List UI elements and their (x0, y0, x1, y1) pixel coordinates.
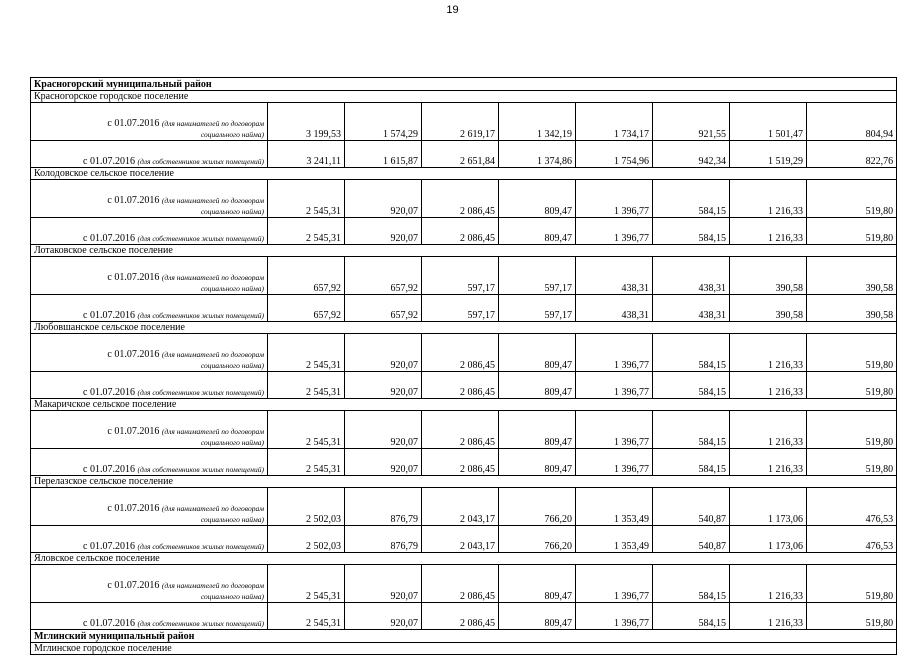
tariff-value-cell: 809,47 (499, 411, 576, 449)
tariff-value-cell: 920,07 (345, 180, 422, 218)
label-note-cont: социального найма) (200, 515, 264, 524)
tariff-value-cell: 1 396,77 (576, 411, 653, 449)
tariff-value-cell: 2 651,84 (422, 141, 499, 168)
tariff-value-cell: 3 199,53 (268, 103, 345, 141)
tariff-value-cell: 438,31 (576, 257, 653, 295)
settlement-name: Перелазское сельское поселение (31, 476, 897, 488)
tariff-row (31, 565, 897, 603)
tariff-value-cell: 584,15 (653, 565, 730, 603)
label-date: с 01.07.2016 (107, 272, 160, 283)
tariff-row-label (31, 526, 268, 553)
tariff-value-cell: 519,80 (807, 411, 897, 449)
label-line-1 (34, 349, 264, 360)
tariff-value-cell: 1 396,77 (576, 218, 653, 245)
settlement-name: Яловское сельское поселение (31, 553, 897, 565)
label-note: (для собственников жилых помещений) (137, 388, 264, 397)
tariff-value-cell: 1 396,77 (576, 603, 653, 630)
tariff-value-cell: 1 216,33 (730, 565, 807, 603)
tariff-value-cell: 1 374,86 (499, 141, 576, 168)
tariff-value-cell: 584,15 (653, 180, 730, 218)
tariff-value-cell: 2 545,31 (268, 449, 345, 476)
tariff-value-cell: 2 086,45 (422, 180, 499, 218)
tariff-value-cell: 1 216,33 (730, 449, 807, 476)
tariff-value-cell: 809,47 (499, 372, 576, 399)
district-row (31, 630, 897, 643)
settlement-row (31, 91, 897, 103)
label-line-2 (34, 514, 264, 525)
label-note: (для собственников жилых помещений) (137, 311, 264, 320)
settlement-name: Мглинское городское поселение (31, 643, 897, 655)
tariff-value-cell: 2 545,31 (268, 603, 345, 630)
label-note-cont: социального найма) (200, 130, 264, 139)
tariff-row-label (31, 257, 268, 295)
tariff-value-cell: 809,47 (499, 603, 576, 630)
label-note: (для нанимателей по договорам (161, 273, 264, 282)
tariff-value-cell: 2 086,45 (422, 565, 499, 603)
tariff-row-label (31, 295, 268, 322)
tariff-value-cell: 597,17 (499, 295, 576, 322)
tariff-value-cell: 1 216,33 (730, 218, 807, 245)
tariff-value-cell: 1 519,29 (730, 141, 807, 168)
tariff-value-cell: 519,80 (807, 372, 897, 399)
label-date: с 01.07.2016 (83, 233, 135, 244)
tariff-table (30, 77, 897, 655)
tariff-row-label (31, 180, 268, 218)
tariff-row (31, 334, 897, 372)
tariff-value-cell: 584,15 (653, 218, 730, 245)
tariff-value-cell: 584,15 (653, 449, 730, 476)
tariff-value-cell: 920,07 (345, 218, 422, 245)
tariff-row (31, 180, 897, 218)
tariff-value-cell: 766,20 (499, 526, 576, 553)
tariff-value-cell: 390,58 (807, 257, 897, 295)
tariff-row (31, 449, 897, 476)
tariff-value-cell: 390,58 (730, 257, 807, 295)
tariff-value-cell: 809,47 (499, 180, 576, 218)
tariff-value-cell: 1 574,29 (345, 103, 422, 141)
tariff-value-cell: 519,80 (807, 565, 897, 603)
tariff-value-cell: 2 545,31 (268, 411, 345, 449)
label-note-cont: социального найма) (200, 438, 264, 447)
tariff-value-cell: 438,31 (653, 257, 730, 295)
label-date: с 01.07.2016 (83, 541, 135, 552)
tariff-value-cell: 1 615,87 (345, 141, 422, 168)
tariff-value-cell: 2 086,45 (422, 411, 499, 449)
tariff-value-cell: 1 396,77 (576, 180, 653, 218)
tariff-value-cell: 540,87 (653, 526, 730, 553)
tariff-value-cell: 804,94 (807, 103, 897, 141)
tariff-value-cell: 657,92 (268, 257, 345, 295)
settlement-row (31, 245, 897, 257)
tariff-value-cell: 2 545,31 (268, 372, 345, 399)
tariff-value-cell: 2 086,45 (422, 449, 499, 476)
tariff-row (31, 295, 897, 322)
tariff-value-cell: 657,92 (345, 295, 422, 322)
label-date: с 01.07.2016 (83, 464, 135, 475)
tariff-value-cell: 1 754,96 (576, 141, 653, 168)
tariff-row-label (31, 218, 268, 245)
tariff-row (31, 526, 897, 553)
tariff-value-cell: 1 396,77 (576, 565, 653, 603)
tariff-value-cell: 920,07 (345, 449, 422, 476)
tariff-value-cell: 1 396,77 (576, 372, 653, 399)
tariff-value-cell: 2 545,31 (268, 565, 345, 603)
tariff-value-cell: 519,80 (807, 218, 897, 245)
tariff-row (31, 141, 897, 168)
label-note: (для собственников жилых помещений) (137, 619, 264, 628)
tariff-value-cell: 1 216,33 (730, 603, 807, 630)
tariff-value-cell: 519,80 (807, 334, 897, 372)
tariff-value-cell: 809,47 (499, 218, 576, 245)
tariff-value-cell: 2 502,03 (268, 526, 345, 553)
tariff-value-cell: 2 086,45 (422, 372, 499, 399)
label-line-2 (34, 206, 264, 217)
label-line-2 (34, 591, 264, 602)
settlement-row (31, 643, 897, 655)
label-note: (для нанимателей по договорам (161, 504, 264, 513)
tariff-value-cell: 2 043,17 (422, 526, 499, 553)
label-date: с 01.07.2016 (107, 503, 160, 514)
tariff-value-cell: 476,53 (807, 526, 897, 553)
label-note: (для нанимателей по договорам (161, 427, 264, 436)
tariff-value-cell: 920,07 (345, 603, 422, 630)
label-line-2 (34, 437, 264, 448)
tariff-value-cell: 2 545,31 (268, 218, 345, 245)
settlement-row (31, 322, 897, 334)
label-date: с 01.07.2016 (107, 195, 160, 206)
tariff-row (31, 372, 897, 399)
tariff-row-label (31, 372, 268, 399)
page-number: 19 (446, 4, 459, 16)
district-name: Мглинский муниципальный район (31, 630, 897, 643)
tariff-value-cell: 876,79 (345, 526, 422, 553)
settlement-row (31, 399, 897, 411)
label-note: (для нанимателей по договорам (161, 350, 264, 359)
tariff-value-cell: 597,17 (422, 295, 499, 322)
district-name: Красногорский муниципальный район (31, 78, 897, 91)
tariff-row-label (31, 334, 268, 372)
tariff-value-cell: 766,20 (499, 488, 576, 526)
tariff-row-label (31, 565, 268, 603)
label-date: с 01.07.2016 (107, 426, 160, 437)
tariff-value-cell: 2 086,45 (422, 334, 499, 372)
tariff-value-cell: 2 043,17 (422, 488, 499, 526)
tariff-value-cell: 3 241,11 (268, 141, 345, 168)
tariff-value-cell: 920,07 (345, 411, 422, 449)
label-note: (для собственников жилых помещений) (137, 234, 264, 243)
tariff-row-label (31, 449, 268, 476)
tariff-value-cell: 809,47 (499, 565, 576, 603)
tariff-value-cell: 438,31 (576, 295, 653, 322)
tariff-value-cell: 1 216,33 (730, 411, 807, 449)
tariff-row-label (31, 103, 268, 141)
label-note: (для собственников жилых помещений) (137, 465, 264, 474)
tariff-value-cell: 597,17 (422, 257, 499, 295)
label-line-2 (34, 283, 264, 294)
tariff-row-label (31, 411, 268, 449)
label-note-cont: социального найма) (200, 592, 264, 601)
label-note: (для нанимателей по договорам (161, 119, 264, 128)
tariff-table-body (31, 78, 897, 655)
tariff-value-cell: 1 342,19 (499, 103, 576, 141)
label-note-cont: социального найма) (200, 207, 264, 216)
settlement-row (31, 168, 897, 180)
label-line-2 (34, 360, 264, 371)
tariff-row-label (31, 141, 268, 168)
label-date: с 01.07.2016 (107, 118, 160, 129)
label-line-1 (34, 195, 264, 206)
tariff-value-cell: 920,07 (345, 334, 422, 372)
tariff-value-cell: 1 501,47 (730, 103, 807, 141)
label-note: (для собственников жилых помещений) (137, 157, 264, 166)
tariff-value-cell: 942,34 (653, 141, 730, 168)
label-date: с 01.07.2016 (83, 156, 135, 167)
settlement-name: Любовшанское сельское поселение (31, 322, 897, 334)
tariff-value-cell: 390,58 (807, 295, 897, 322)
tariff-value-cell: 584,15 (653, 411, 730, 449)
tariff-value-cell: 2 086,45 (422, 218, 499, 245)
tariff-value-cell: 1 216,33 (730, 372, 807, 399)
tariff-value-cell: 2 545,31 (268, 180, 345, 218)
tariff-row (31, 603, 897, 630)
tariff-value-cell: 1 734,17 (576, 103, 653, 141)
label-note: (для нанимателей по договорам (161, 581, 264, 590)
tariff-value-cell: 2 545,31 (268, 334, 345, 372)
label-line-2 (34, 129, 264, 140)
tariff-row (31, 257, 897, 295)
tariff-value-cell: 540,87 (653, 488, 730, 526)
tariff-value-cell: 1 353,49 (576, 526, 653, 553)
tariff-value-cell: 2 619,17 (422, 103, 499, 141)
label-note-cont: социального найма) (200, 284, 264, 293)
tariff-value-cell: 1 396,77 (576, 449, 653, 476)
label-line-1 (34, 118, 264, 129)
label-date: с 01.07.2016 (83, 310, 135, 321)
tariff-value-cell: 1 353,49 (576, 488, 653, 526)
tariff-value-cell: 597,17 (499, 257, 576, 295)
tariff-value-cell: 2 502,03 (268, 488, 345, 526)
settlement-name: Лотаковское сельское поселение (31, 245, 897, 257)
settlement-row (31, 553, 897, 565)
label-note: (для собственников жилых помещений) (137, 542, 264, 551)
tariff-row (31, 488, 897, 526)
tariff-value-cell: 1 216,33 (730, 334, 807, 372)
tariff-value-cell: 476,53 (807, 488, 897, 526)
label-date: с 01.07.2016 (107, 349, 160, 360)
tariff-value-cell: 584,15 (653, 603, 730, 630)
tariff-value-cell: 921,55 (653, 103, 730, 141)
tariff-row (31, 218, 897, 245)
tariff-value-cell: 657,92 (345, 257, 422, 295)
tariff-value-cell: 1 216,33 (730, 180, 807, 218)
label-line-1 (34, 580, 264, 591)
tariff-value-cell: 920,07 (345, 372, 422, 399)
district-row (31, 78, 897, 91)
label-line-1 (34, 426, 264, 437)
label-line-1 (34, 272, 264, 283)
settlement-name: Макаричское сельское поселение (31, 399, 897, 411)
label-date: с 01.07.2016 (83, 387, 135, 398)
tariff-value-cell: 920,07 (345, 565, 422, 603)
tariff-value-cell: 822,76 (807, 141, 897, 168)
label-date: с 01.07.2016 (107, 580, 160, 591)
tariff-value-cell: 519,80 (807, 449, 897, 476)
tariff-value-cell: 438,31 (653, 295, 730, 322)
label-date: с 01.07.2016 (83, 618, 135, 629)
tariff-row (31, 103, 897, 141)
tariff-row-label (31, 603, 268, 630)
label-note-cont: социального найма) (200, 361, 264, 370)
tariff-value-cell: 657,92 (268, 295, 345, 322)
tariff-row (31, 411, 897, 449)
settlement-name: Колодовское сельское поселение (31, 168, 897, 180)
settlement-name: Красногорское городское поселение (31, 91, 897, 103)
label-note: (для нанимателей по договорам (161, 196, 264, 205)
tariff-value-cell: 584,15 (653, 334, 730, 372)
tariff-value-cell: 1 173,06 (730, 526, 807, 553)
tariff-value-cell: 584,15 (653, 372, 730, 399)
tariff-value-cell: 1 173,06 (730, 488, 807, 526)
tariff-value-cell: 809,47 (499, 334, 576, 372)
label-line-1 (34, 503, 264, 514)
tariff-value-cell: 519,80 (807, 603, 897, 630)
tariff-value-cell: 2 086,45 (422, 603, 499, 630)
tariff-value-cell: 1 396,77 (576, 334, 653, 372)
settlement-row (31, 476, 897, 488)
tariff-value-cell: 519,80 (807, 180, 897, 218)
tariff-value-cell: 809,47 (499, 449, 576, 476)
tariff-value-cell: 390,58 (730, 295, 807, 322)
tariff-value-cell: 876,79 (345, 488, 422, 526)
tariff-row-label (31, 488, 268, 526)
